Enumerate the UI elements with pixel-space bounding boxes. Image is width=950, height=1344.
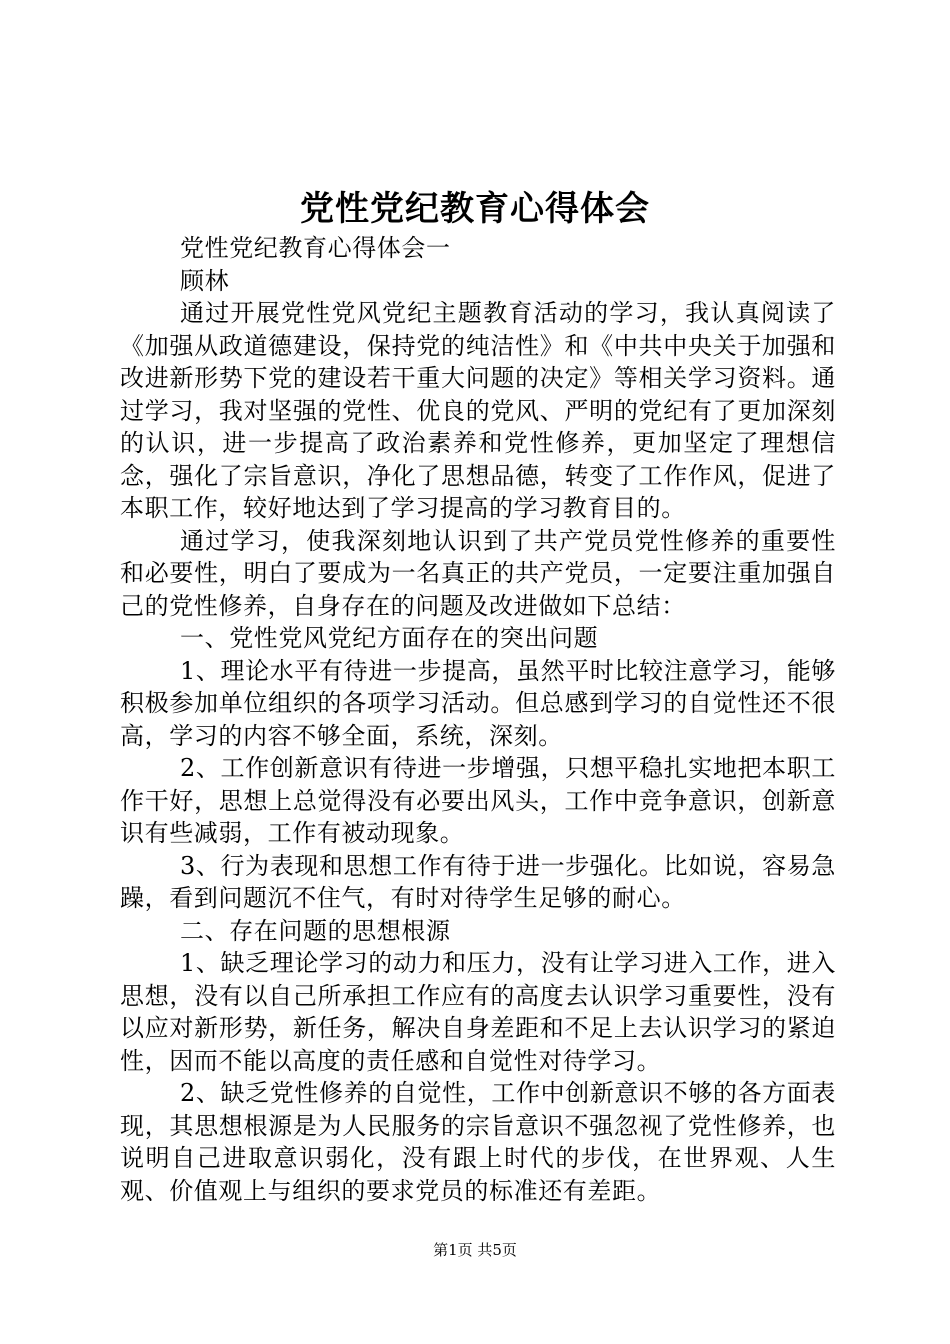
subtitle: 党性党纪教育心得体会一 bbox=[180, 234, 451, 262]
section-heading-roots: 二、存在问题的思想根源 bbox=[180, 916, 451, 945]
paragraph-problem-2: 2、工作创新意识有待进一步增强，只想平稳扎实地把本职工作干好，思想上总觉得没有必要出风头，工作中竞争意识，创新意识有些减弱，工作有被动现象。 bbox=[120, 754, 836, 847]
paragraph-problem-1: 1、理论水平有待进一步提高，虽然平时比较注意学习，能够积极参加单位组织的各项学习活动。但总感到学习的自觉性还不很高，学习的内容不够全面，系统，深刻。 bbox=[120, 656, 836, 750]
page-footer: 第1页 共5页 bbox=[433, 1241, 517, 1259]
paragraph-summary: 通过学习，使我深刻地认识到了共产党员党性修养的重要性和必要性，明白了要成为一名真正的共产党员，一定要注重加强自己的党性修养，自身存在的问题及改进做如下总结： bbox=[120, 526, 836, 620]
author-name: 顾林 bbox=[180, 266, 230, 295]
document-title: 党性党纪教育心得体会 bbox=[300, 189, 650, 229]
paragraph-problem-3: 3、行为表现和思想工作有待于进一步强化。比如说，容易急躁，看到问题沉不住气，有时对待学生足够的耐心。 bbox=[120, 851, 836, 912]
section-heading-problems: 一、党性党风党纪方面存在的突出问题 bbox=[180, 624, 599, 652]
paragraph-intro: 通过开展党性党风党纪主题教育活动的学习，我认真阅读了《加强从政道德建设，保持党的纯洁性》和《中共中央关于加强和改进新形势下党的建设若干重大问题的决定》等相关学习资料。通过学习，我对坚强的党性、优良的党风、严明的党纪有了更加深刻的认识，进一步提高了政治素养和党性修养，更加坚定了理想信念，强化了宗旨意识，净化了思想品德，转变了工作作风，促进了本职工作，较好地达到了学习提高的学习教育目的。 bbox=[120, 299, 836, 522]
paragraph-root-2: 2、缺乏党性修养的自觉性，工作中创新意识不够的各方面表现，其思想根源是为人民服务的宗旨意识不强忽视了党性修养，也说明自己进取意识弱化，没有跟上时代的步伐，在世界观、人生观、价值观上与组织的要求党员的标准还有差距。 bbox=[120, 1079, 836, 1205]
paragraph-root-1: 1、缺乏理论学习的动力和压力，没有让学习进入工作，进入思想，没有以自己所承担工作应有的高度去认识学习重要性，没有以应对新形势，新任务，解决自身差距和不足上去认识学习的紧迫性，因而不能以高度的责任感和自觉性对待学习。 bbox=[120, 949, 836, 1075]
document-body bbox=[120, 232, 836, 1207]
